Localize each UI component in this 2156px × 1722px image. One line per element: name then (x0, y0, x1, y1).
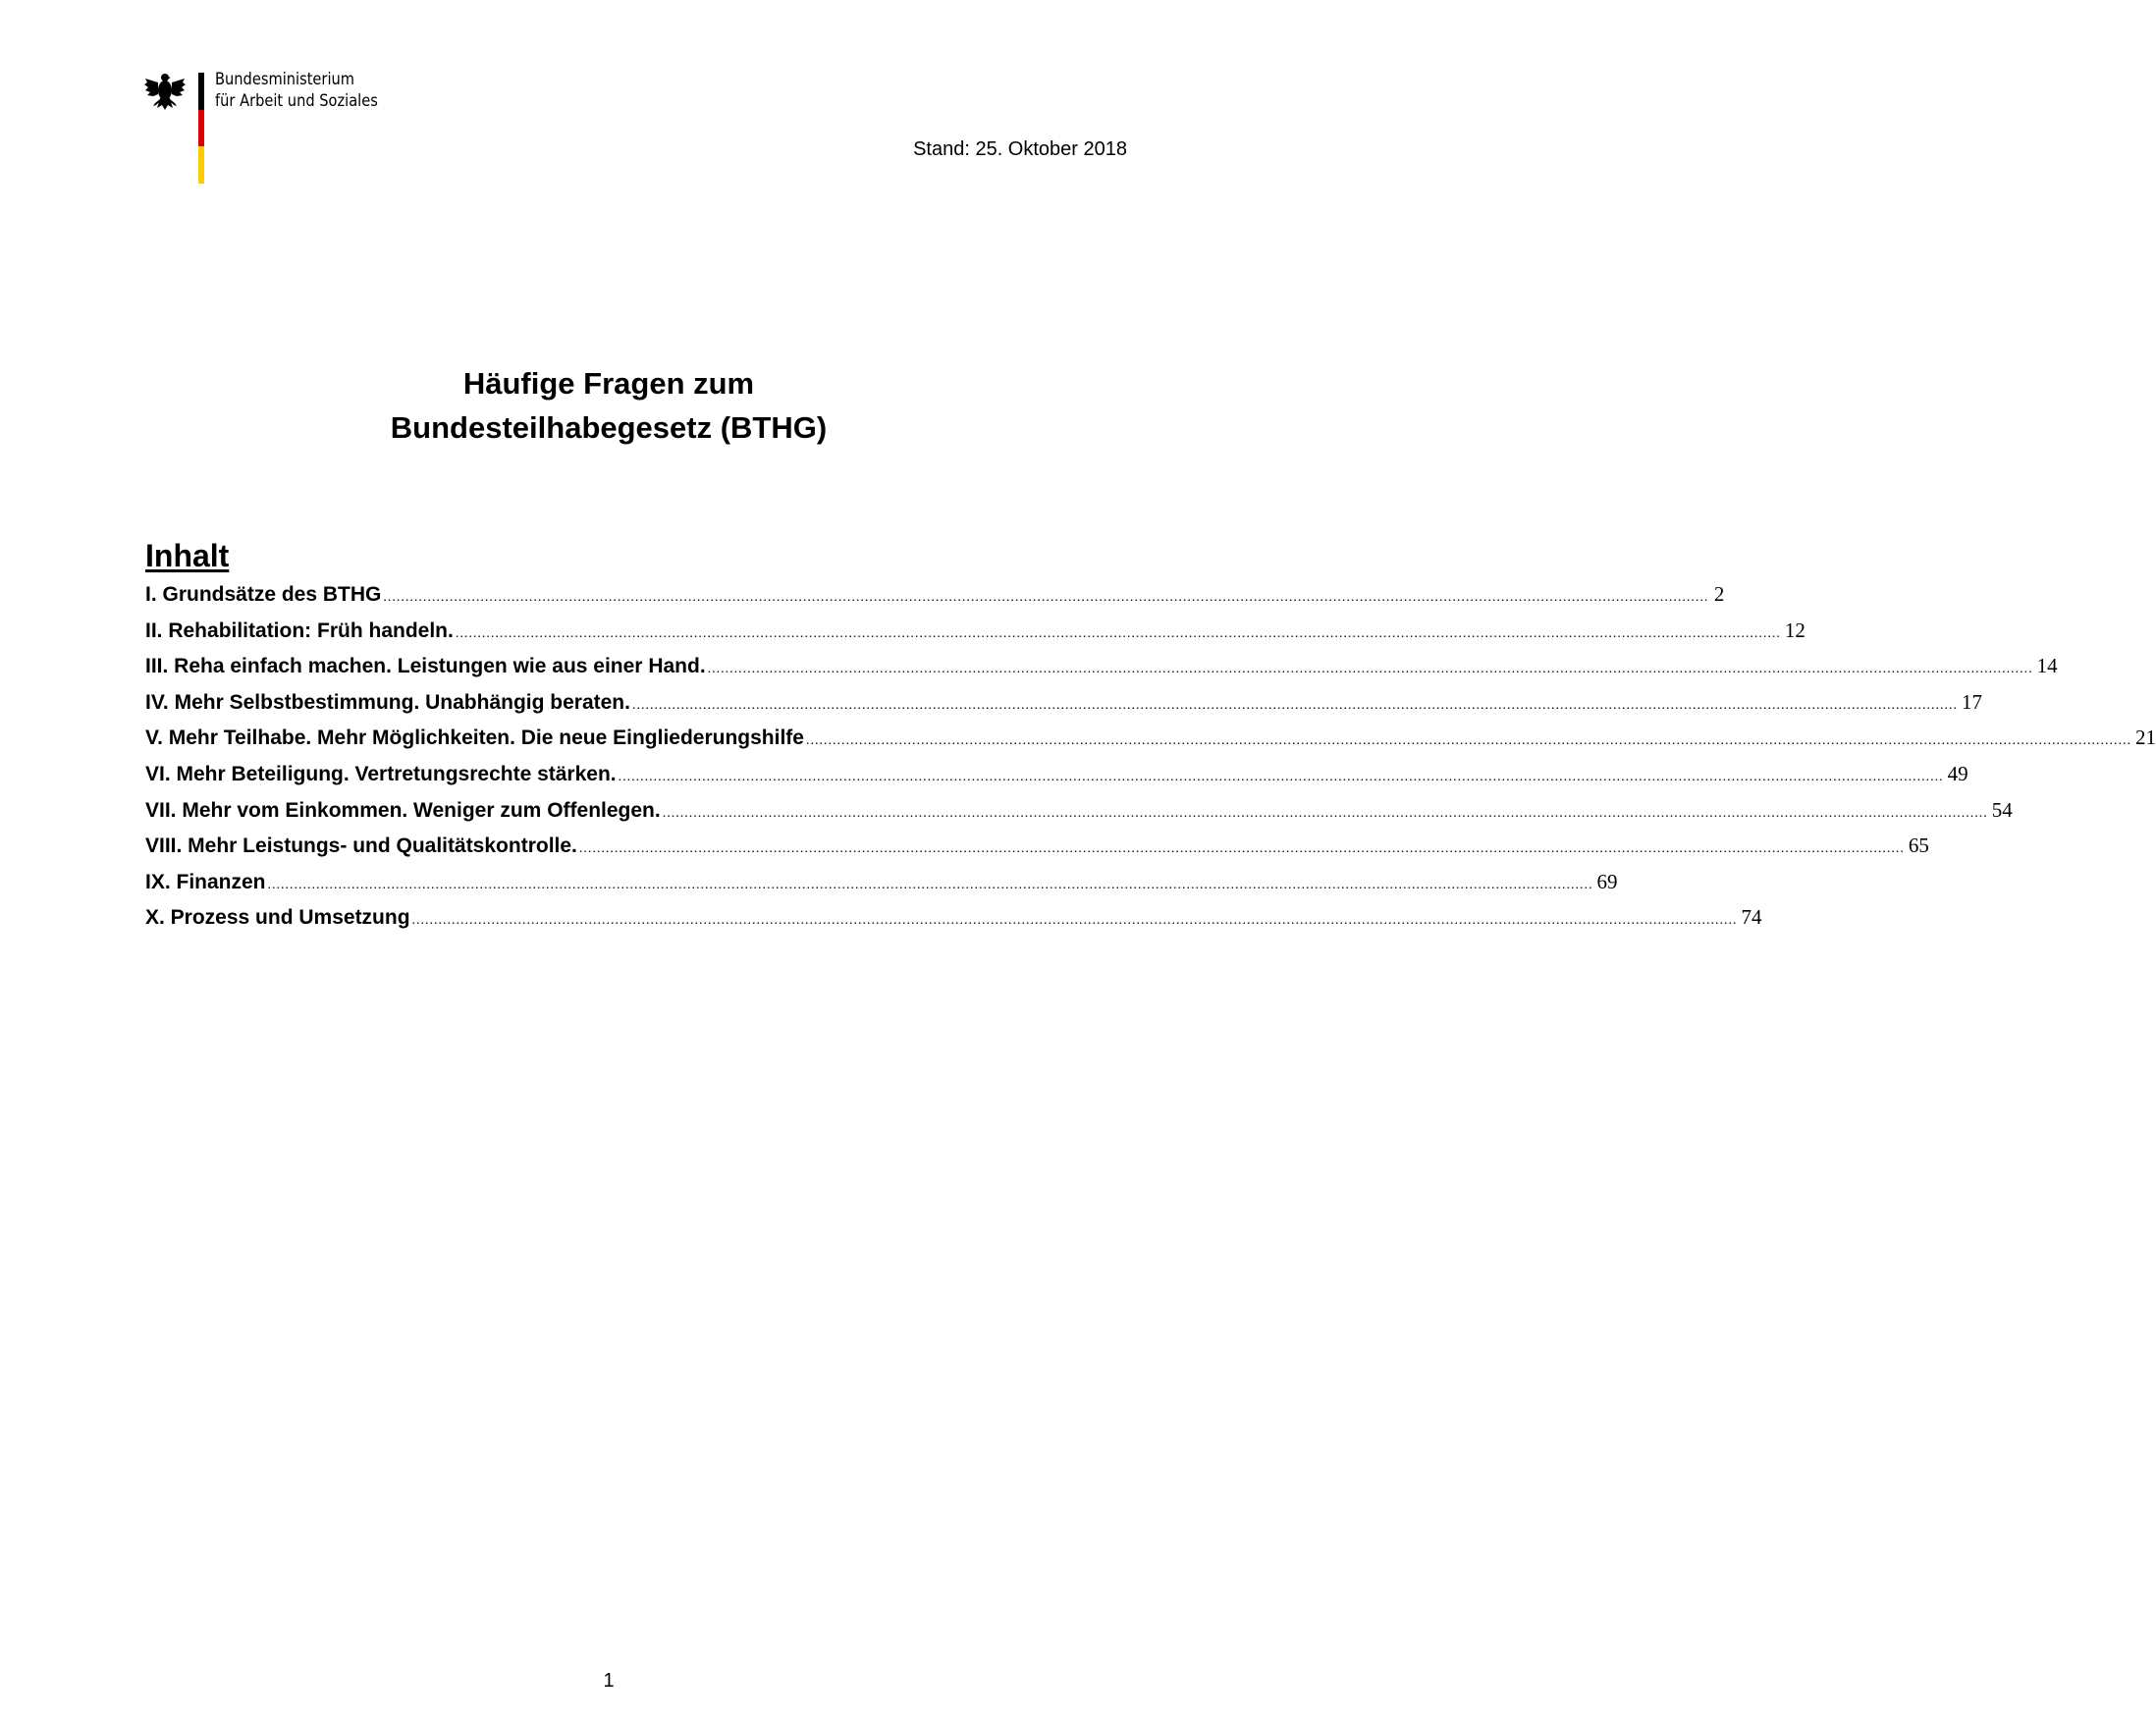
toc-dot-leader: ............................................................................................................................................................................................................................................................................................................ (631, 697, 1958, 713)
page-number: 1 (603, 1670, 615, 1692)
document-date: Stand: 25. Oktober 2018 (913, 138, 1127, 160)
toc-dot-leader: ............................................................................................................................................................................................................................................................................................................ (411, 913, 1738, 929)
toc-entry[interactable] (145, 576, 1725, 613)
toc-dot-leader: ............................................................................................................................................................................................................................................................................................................ (383, 590, 1709, 605)
toc-entry[interactable] (145, 684, 1982, 721)
toc-entry-label: I. Grundsätze des BTHG (145, 583, 382, 606)
toc-entry-page: 12 (1784, 618, 1806, 642)
toc-entry[interactable] (145, 792, 2013, 829)
toc-dot-leader: ............................................................................................................................................................................................................................................................................................................ (267, 877, 1593, 892)
toc-entry-page: 69 (1596, 869, 1618, 893)
toc-entry[interactable] (145, 899, 1762, 936)
toc-entry[interactable] (145, 613, 1806, 649)
toc-entry-label: III. Reha einfach machen. Leistungen wie aus einer Hand. (145, 655, 706, 678)
document-title (0, 361, 1217, 450)
flag-black-segment (198, 73, 204, 110)
toc-dot-leader: ............................................................................................................................................................................................................................................................................................................ (707, 662, 2033, 677)
toc-entry[interactable] (145, 720, 2156, 756)
ministry-name-line1: Bundesministerium (215, 70, 355, 89)
ministry-logo (143, 71, 438, 188)
table-of-contents (145, 536, 2156, 936)
flag-red-segment (198, 110, 204, 147)
toc-entry-label: IX. Finanzen (145, 870, 266, 893)
toc-entry[interactable] (145, 864, 1618, 900)
toc-entry-page: 54 (1991, 797, 2013, 822)
toc-dot-leader: ............................................................................................................................................................................................................................................................................................................ (455, 625, 1781, 641)
toc-entry[interactable] (145, 756, 1968, 792)
toc-dot-leader: ............................................................................................................................................................................................................................................................................................................ (618, 769, 1944, 784)
toc-entry-label: VI. Mehr Beteiligung. Vertretungsrechte stärken. (145, 762, 617, 785)
ministry-name (215, 69, 378, 112)
toc-entry-page: 14 (2036, 654, 2058, 678)
ministry-name-line2: für Arbeit und Soziales (215, 91, 378, 111)
toc-dot-leader: ............................................................................................................................................................................................................................................................................................................ (662, 805, 1988, 821)
toc-dot-leader: ............................................................................................................................................................................................................................................................................................................ (578, 841, 1905, 857)
toc-entry-label: II. Rehabilitation: Früh handeln. (145, 619, 454, 642)
toc-entry-page: 17 (1961, 689, 1982, 714)
toc-entry-label: IV. Mehr Selbstbestimmung. Unabhängig beraten. (145, 690, 630, 714)
toc-entry-label: VIII. Mehr Leistungs- und Qualitätskontrolle. (145, 834, 577, 858)
federal-eagle-icon (143, 71, 187, 116)
toc-entry[interactable] (145, 828, 1929, 864)
toc-entry-page: 65 (1908, 834, 1929, 858)
toc-heading: Inhalt (145, 538, 230, 573)
toc-entry-label: V. Mehr Teilhabe. Mehr Möglichkeiten. Die neue Eingliederungshilfe (145, 726, 804, 750)
toc-entry-page: 2 (1713, 582, 1725, 606)
document-title-line1: Häufige Fragen zum (462, 366, 755, 401)
document-title-line2: Bundesteilhabegesetz (BTHG) (390, 410, 828, 445)
toc-entry-label: X. Prozess und Umsetzung (145, 906, 410, 930)
toc-dot-leader: ............................................................................................................................................................................................................................................................................................................ (805, 733, 2131, 749)
toc-entry-page: 49 (1947, 761, 1968, 785)
toc-entry[interactable] (145, 648, 2058, 684)
toc-entry-label: VII. Mehr vom Einkommen. Weniger zum Offenlegen. (145, 798, 661, 822)
toc-entry-page: 21 (2134, 726, 2156, 750)
toc-entry-page: 74 (1741, 905, 1762, 930)
flag-gold-segment (198, 146, 204, 184)
german-flag-bar (198, 73, 204, 184)
